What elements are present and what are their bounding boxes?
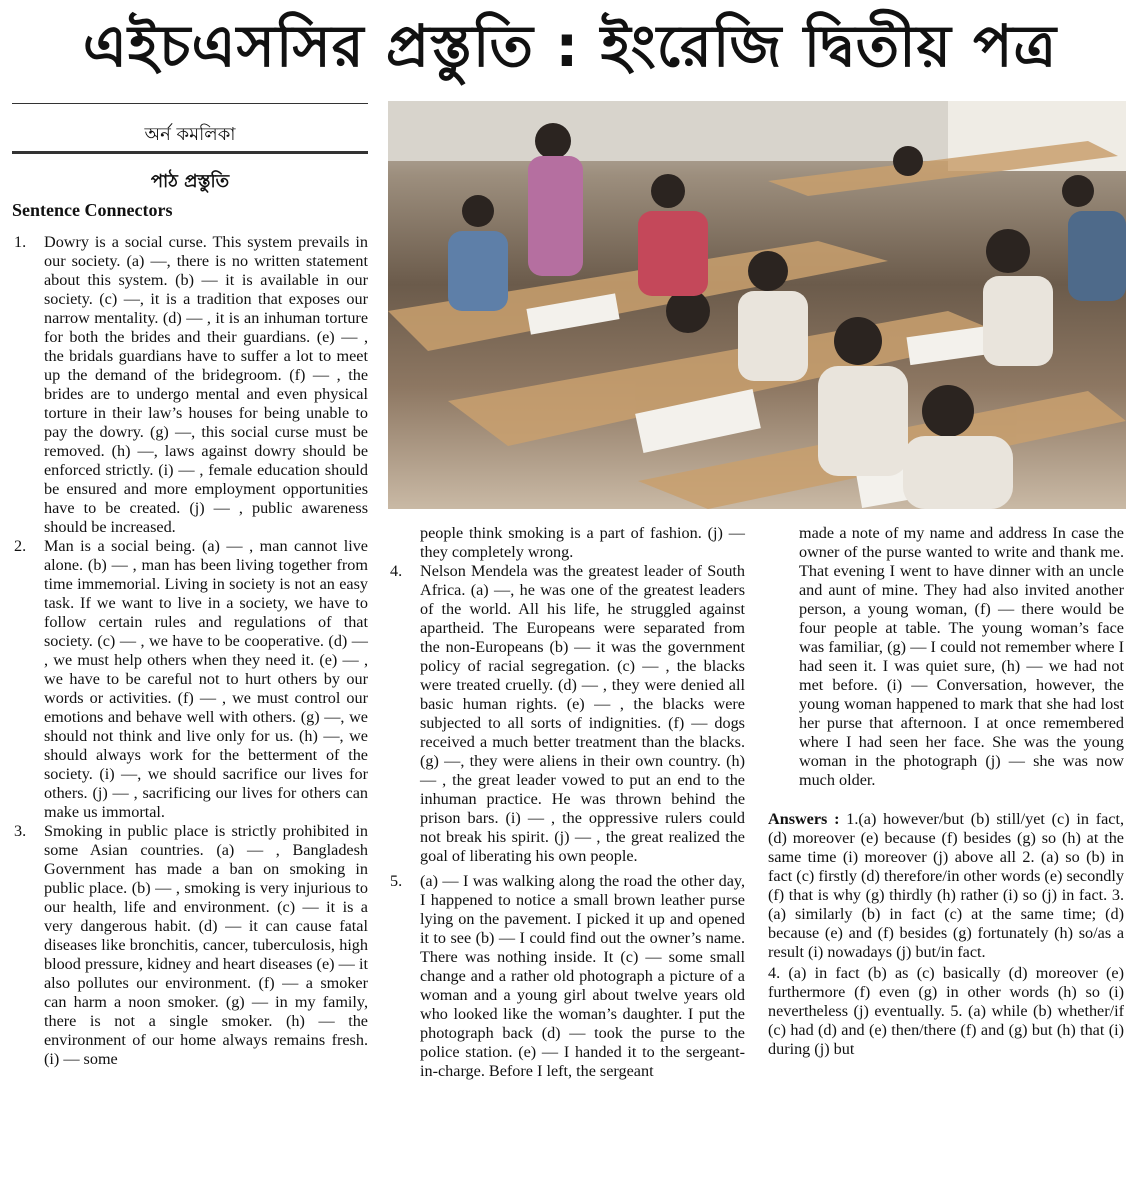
item-5-continued: made a note of my name and address In case the owner of the purse wanted to write and thank me. That evening I went to have dinner with an uncle and aunt of mine. They had also invited another person, a young woman, (f) — there would be four people at table. The young woman’s face was familiar, (g) — I could not remember where I had seen it. I was quiet sure, (h) — we had not met before. (i) — Conversation, however, the young woman happened to mark that she had lost her purse that afternoon. I at once remembered where I had seen her face. She was the young woman in the photograph (j) — she was now much older.: [799, 524, 1124, 789]
column-middle: [388, 524, 745, 1081]
item-text: (a) — I was walking along the road the other day, I happened to notice a small brown leather purse lying on the pavement. I picked it up and opened it to see (b) — I could find out the owner’s name. There was nothing inside. It (c) — some small change and a rather old photograph a picture of a woman and a young girl about twelve years old who looked like the woman’s daughter. I put the photograph back (d) — took the purse to the police station. (e) — I handed it to the sergeant-in-charge. Before I left, the sergeant: [420, 872, 745, 1080]
item-3-continued: people think smoking is a part of fashion. (j) — they completely wrong.: [420, 524, 745, 561]
exercise-item-2: [12, 537, 368, 822]
author-name: অর্ন কমলিকা: [144, 124, 236, 145]
item-number: 3.: [14, 822, 27, 840]
answers-text-part1: 1.(a) however/but (b) still/yet (c) in fact, (d) moreover (e) because (f) besides (g) so (h) at the same time (i) moreover (j) above all 2. (a) so (b) in fact (c) firstly (d) therefore/in other words (e) secondly (f) that is why (g) thirdly (h) rather (i) so (j) in fact. 3.(a) similarly (b) in fact (c) at the same time; (d) because (e) and (f) besides (g) fortunately (h) so/as a result (i) nowadays (j) but/in fact.: [768, 810, 1124, 961]
exercise-item-5: [388, 872, 745, 1081]
exercise-item-4: [388, 562, 745, 866]
top-divider: [12, 103, 368, 104]
exercise-item-3: [12, 822, 368, 1069]
item-text: Dowry is a social curse. This system prevails in our society. (a) —, there is no written statement about this system. (b) — it is available in our society. (c) —, it is a tradition that exposes our narrow mentality. (d) — , it is an inhuman torture for both the brides and their guardians. (e) — , the bridals guardians have to suffer a lot to meet up the demand of the bridegroom. (f) — , the brides are to undergo mental and even physical torture in their law’s houses for being unable to pay the dowry. (g) —, this social curse must be removed. (h) —, laws against dowry should be enforced strictly. (i) — , female education should be ensured and more employment opportunities have to be created. (j) — , public awareness should be increased.: [44, 233, 368, 536]
item-text: Nelson Mendela was the greatest leader of South Africa. (a) —, he was one of the greatest leaders of the world. All his life, he struggled against apartheid. The Europeans were separated from the non-Europeans (b) — it was the government policy of racial segregation. (c) — , the blacks were treated cruelly. (d) — , they were denied all basic human rights. (e) — , the blacks were subjected to all sorts of indignities. (f) — dogs received a much better treatment than the blacks. (g) —, they were aliens in their own country. (h) — , the great leader vowed to put an end to the inhuman practice. He was thrown behind the prison bars. (i) — , the oppressive rulers could not break his spirit. (j) — , the great realized the goal of liberating his own people.: [420, 562, 745, 865]
answers-label: Answers :: [768, 810, 847, 828]
column-left: [12, 233, 368, 1069]
item-number: 4.: [390, 562, 403, 580]
exercise-item-1: [12, 233, 368, 537]
item-text: Smoking in public place is strictly prohibited in some Asian countries. (a) — , Bangladesh Government has made a ban on smoking in public place. (b) — , smoking is very injurious to our health, life and environment. (c) — it is a very dangerous habit. (d) — it can cause fatal diseases like bronchitis, cancer, tuberculosis, high blood pressure, kidney and heart diseases (e) — it also pollutes our environment. (f) — a smoker can harm a noon smoker. (g) — in my family, there is not a single smoker. (h) — the environment of our home always remains fresh. (i) — some: [44, 822, 368, 1068]
item-number: 2.: [14, 537, 27, 555]
item-text: Man is a social being. (a) — , man cannot live alone. (b) — , man has been living together from time immemorial. Living in society is not an easy task. If we want to live in a society, we have to follow certain rules and regulations of that society. (c) — , we have to be cooperative. (d) — , we must help others when they need it. (e) — , we have to be careful not to hurt others by our words or activities. (f) — , we must control our emotions and behave well with others. (g) —, we should not think and live only for us. (h) —, we should always work for the betterment of the society. (i) —, we should sacrifice our lives for others. (j) — , sacrificing our lives for others can make us immortal.: [44, 537, 368, 821]
page-title: এইচএসসির প্রস্তুতি : ইংরেজি দ্বিতীয় পত্র: [82, 12, 1058, 80]
section-heading: Sentence Connectors: [12, 200, 173, 220]
exam-hall-photo: [388, 101, 1126, 509]
section-label: পাঠ প্রস্তুতি: [150, 171, 230, 192]
column-right: [768, 524, 1124, 1059]
item-number: 5.: [390, 872, 403, 890]
answers-text-part2: 4. (a) in fact (b) as (c) basically (d) moreover (e) furthermore (f) even (g) in other words (h) so (i) nevertheless (j) eventually. 5. (a) while (b) whether/if (c) had (d) and (e) then/there (f) and (g) but (h) that (i) during (j) but: [768, 964, 1124, 1058]
answers-block: [768, 810, 1124, 962]
item-number: 1.: [14, 233, 27, 251]
author-divider: [12, 151, 368, 154]
